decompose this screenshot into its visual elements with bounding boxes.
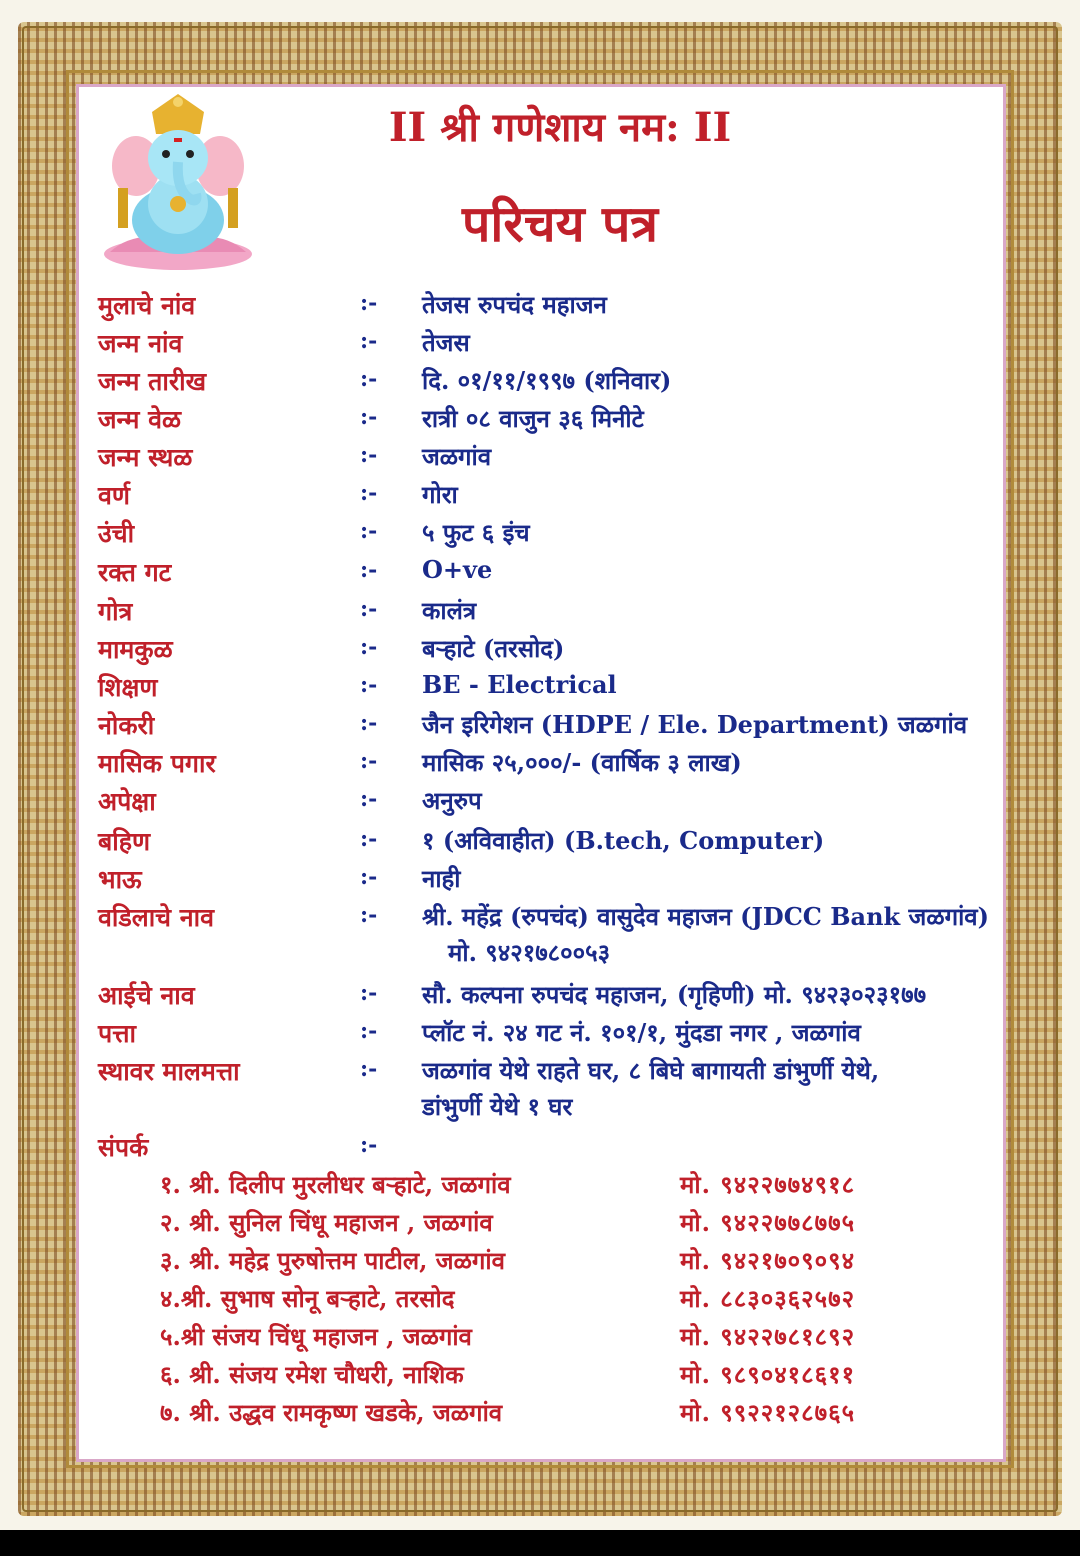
detail-separator: :- [360,290,378,316]
detail-label: आईचे नाव [98,981,195,1010]
contact-phone: मो. ९४२२७७४९१८ [680,1170,856,1199]
detail-label: अपेक्षा [98,787,156,816]
ganesha-icon [96,92,260,272]
detail-row [98,555,998,589]
contact-name: ७. श्री. उद्धव रामकृष्ण खडके, जळगांव [160,1398,503,1427]
contact-phone: मो. ९९२२१२८७६५ [680,1398,856,1427]
detail-label: उंची [98,519,135,548]
detail-label: वर्ण [98,481,130,510]
detail-separator: :- [360,748,378,774]
detail-label: मामकुळ [98,635,173,664]
detail-separator: :- [360,634,378,660]
contact-item [160,1168,920,1202]
contact-name: २. श्री. सुनिल चिंधू महाजन , जळगांव [160,1208,493,1237]
detail-separator: :- [360,710,378,736]
contact-phone: मो. ८८३०३६२५७२ [680,1284,856,1313]
detail-value: बऱ्हाटे (तरसोद) [422,634,565,663]
detail-label: जन्म वेळ [98,405,182,434]
detail-label: मासिक पगार [98,749,216,778]
contact-item [160,1282,920,1316]
detail-value: तेजस [422,328,470,357]
detail-row [98,326,998,360]
detail-value: सौ. कल्पना रुपचंद महाजन, (गृहिणी) मो. ९४२३०२३१७७ [422,980,927,1009]
detail-separator: :- [360,442,378,468]
detail-row [98,862,998,896]
detail-row [98,670,998,704]
detail-row [98,746,998,780]
detail-value: मासिक २५,०००/- (वार्षिक ३ लाख) [422,748,742,777]
detail-value: कालंत्र [422,596,477,625]
contact-phone: मो. ९४२१७०९०९४ [680,1246,856,1275]
father-phone: मो. ९४२१७८००५३ [448,938,611,967]
detail-separator: :- [360,786,378,812]
contact-phone: मो. ९८९०४१८६११ [680,1360,856,1389]
detail-label: भाऊ [98,865,142,894]
detail-value: जळगांव येथे राहते घर, ८ बिघे बागायती डांभुर्णी येथे, [422,1056,880,1085]
detail-separator: :- [360,596,378,622]
detail-value: तेजस रुपचंद महाजन [422,290,607,319]
contact-name: ५.श्री संजय चिंधू महाजन , जळगांव [160,1322,472,1351]
page-mantra: II श्री गणेशाय नम: II [388,104,732,151]
detail-row [98,824,998,858]
detail-separator: :- [360,672,378,698]
detail-row [98,288,998,322]
detail-label: रक्त गट [98,558,172,587]
detail-value: जळगांव [422,442,492,471]
detail-label: मुलाचे नांव [98,291,196,320]
contact-label: संपर्क [98,1133,149,1162]
detail-value: O+ve [422,555,493,584]
address-row [98,1016,998,1050]
detail-value: नाही [422,864,461,893]
contact-name: ४.श्री. सुभाष सोनू बऱ्हाटे, तरसोद [160,1284,455,1313]
contact-name: १. श्री. दिलीप मुरलीधर बऱ्हाटे, जळगांव [160,1170,511,1199]
detail-value: अनुरुप [422,786,482,815]
detail-value: दि. ०१/११/१९९७ (शनिवार) [422,366,672,395]
detail-row [98,784,998,818]
detail-value: जैन इरिगेशन (HDPE / Ele. Department) जळगांव [422,710,968,739]
detail-row [98,708,998,742]
detail-label: पत्ता [98,1019,136,1048]
detail-label: जन्म तारीख [98,367,207,396]
detail-separator: :- [360,980,378,1006]
detail-label: जन्म स्थळ [98,443,193,472]
contact-item [160,1358,920,1392]
detail-separator: :- [360,902,378,928]
detail-label: बहिण [98,827,151,856]
father-row [98,900,998,972]
detail-label: वडिलाचे नाव [98,903,215,932]
detail-value: ५ फुट ६ इंच [422,518,530,547]
detail-row [98,594,998,628]
contact-phone: मो. ९४२२७८१८९२ [680,1322,856,1351]
detail-value: श्री. महेंद्र (रुपचंद) वासुदेव महाजन (JDCC Bank जळगांव) [422,902,989,931]
detail-separator: :- [360,518,378,544]
detail-separator: :- [360,480,378,506]
detail-separator: :- [360,1132,378,1158]
page-title: परिचय पत्र [462,194,658,253]
contact-name: ३. श्री. महेद्र पुरुषोत्तम पाटील, जळगांव [160,1246,505,1275]
contact-name: ६. श्री. संजय रमेश चौधरी, नाशिक [160,1360,464,1389]
detail-separator: :- [360,366,378,392]
detail-row [98,364,998,398]
contact-item [160,1396,920,1430]
detail-row [98,402,998,436]
detail-row [98,632,998,666]
detail-row [98,516,998,550]
contact-header-row [98,1130,998,1164]
property-line-2: डांभुर्णी येथे १ घर [422,1092,573,1121]
detail-separator: :- [360,1056,378,1082]
detail-label: नोकरी [98,711,155,740]
detail-value: गोरा [422,480,458,509]
detail-value: प्लॉट नं. २४ गट नं. १०१/१, मुंदडा नगर , जळगांव [422,1018,861,1047]
detail-label: गोत्र [98,597,133,626]
detail-row [98,440,998,474]
detail-value: BE - Electrical [422,670,617,699]
property-row [98,1054,998,1126]
detail-separator: :- [360,557,378,583]
detail-label: शिक्षण [98,673,158,702]
mother-row [98,978,998,1012]
detail-label: जन्म नांव [98,329,183,358]
detail-separator: :- [360,864,378,890]
detail-separator: :- [360,404,378,430]
detail-row [98,478,998,512]
contact-phone: मो. ९४२२७७८७७५ [680,1208,856,1237]
contact-item [160,1320,920,1354]
contact-item [160,1244,920,1278]
detail-value: १ (अविवाहीत) (B.tech, Computer) [422,826,825,855]
contact-item [160,1206,920,1240]
detail-separator: :- [360,328,378,354]
detail-separator: :- [360,826,378,852]
detail-label: स्थावर मालमत्ता [98,1057,240,1086]
detail-separator: :- [360,1018,378,1044]
detail-value: रात्री ०८ वाजुन ३६ मिनीटे [422,404,644,433]
